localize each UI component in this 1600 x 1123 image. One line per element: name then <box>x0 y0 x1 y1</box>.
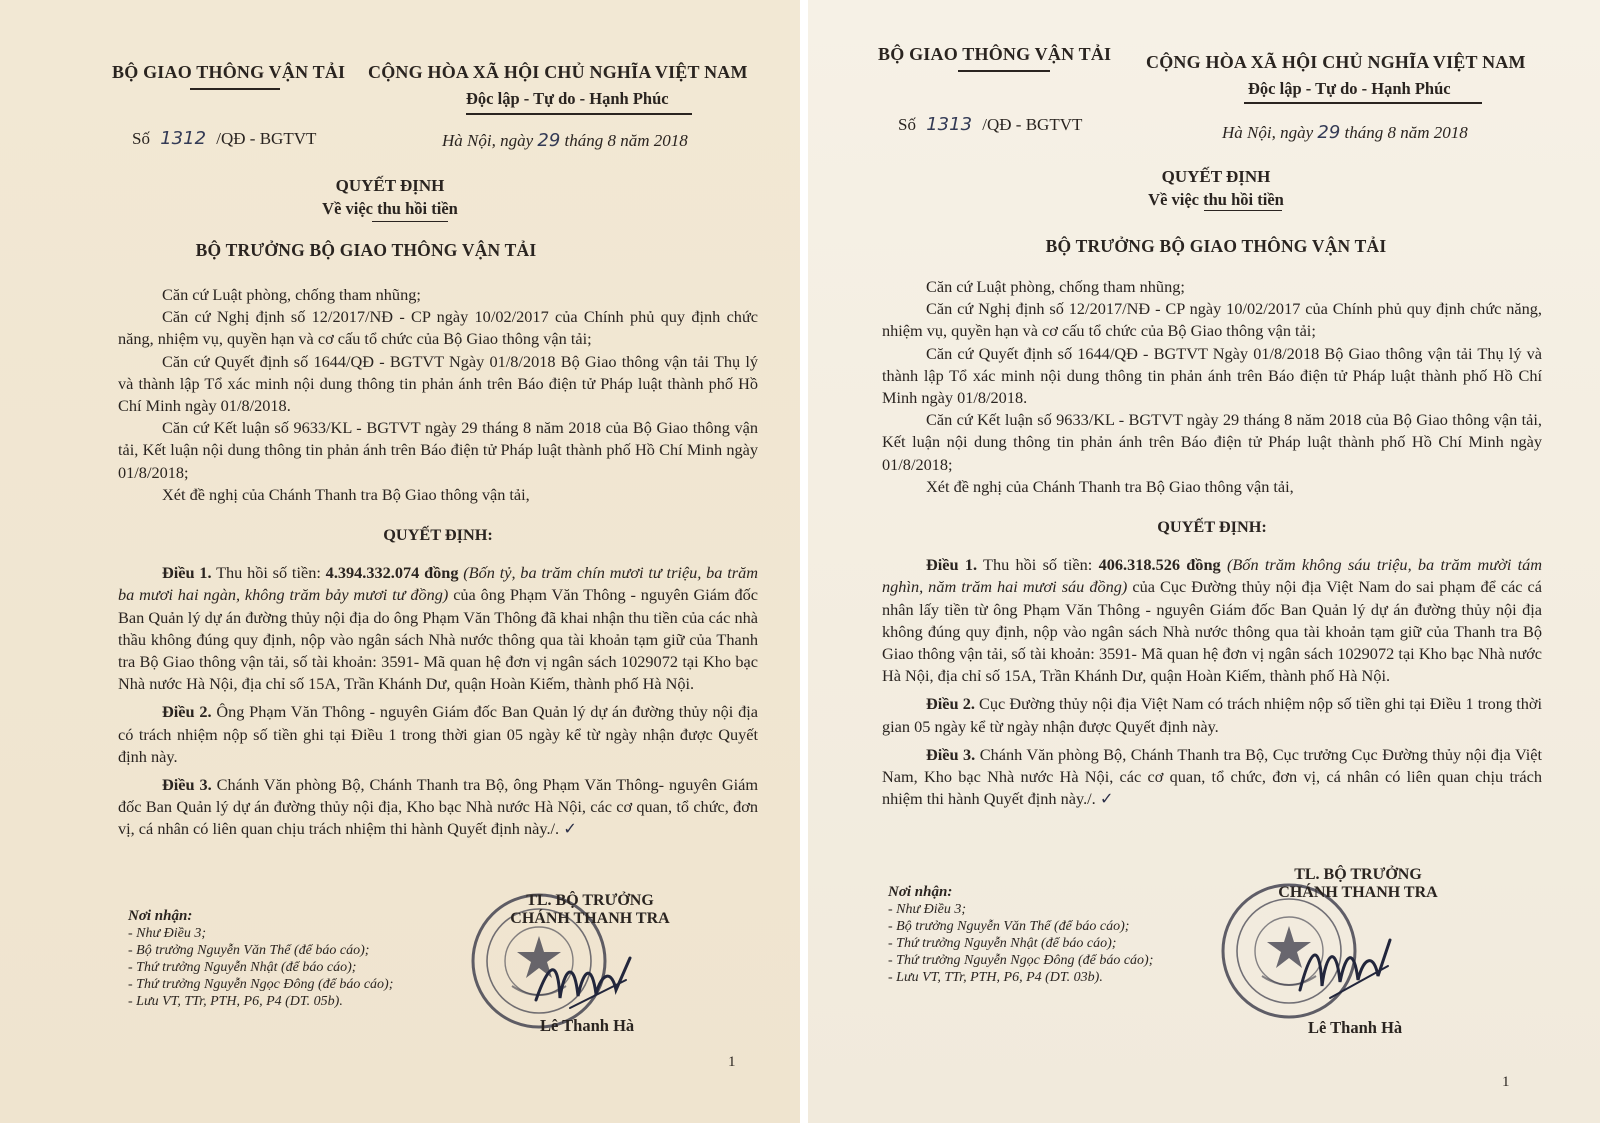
page-gap <box>800 0 808 1123</box>
recipients-list <box>128 908 393 1010</box>
date-day-handwritten: 29 <box>537 130 561 151</box>
page-number: 1 <box>1502 1074 1510 1090</box>
document-title: QUYẾT ĐỊNH <box>1161 167 1271 186</box>
legal-basis-3: Căn cứ Quyết định số 1644/QĐ - BGTVT Ngày 01/8/2018 Bộ Giao thông vận tải Thụ lý và thành lập Tổ xác minh nội dung thông tin phản ánh trên Báo điện tử Pháp luật thành phố Hồ Chí Minh ngày 01/8/2018. <box>882 343 1542 408</box>
issue-date <box>1222 122 1468 143</box>
article-3 <box>882 744 1542 811</box>
legal-basis-5: Xét đề nghị của Chánh Thanh tra Bộ Giao thông vận tải, <box>926 476 1294 496</box>
republic-heading: CỘNG HÒA XÃ HỘI CHỦ NGHĨA VIỆT NAM <box>368 62 748 82</box>
national-motto: Độc lập - Tự do - Hạnh Phúc <box>1248 79 1451 98</box>
article-1-lead: Thu hồi số tiền: <box>983 555 1093 575</box>
recipient-item: - Thứ trưởng Nguyễn Nhật (để báo cáo); <box>888 936 1117 951</box>
article-1-lead: Thu hồi số tiền: <box>216 563 321 583</box>
article-1-amount-words: (Bốn trăm không sáu triệu, ba trăm mười tám nghìn, năm trăm hai mươi sáu đồng) <box>882 555 1543 597</box>
legal-basis-2: Căn cứ Nghị định số 12/2017/NĐ - CP ngày 10/02/2017 của Chính phủ quy định chức năng, nhiệm vụ, quyền hạn và cơ cấu tổ chức của Bộ Giao thông vận tải; <box>118 307 758 349</box>
docno-handwritten: 1312 <box>160 128 207 149</box>
recipient-item: - Lưu VT, TTr, PTH, P6, P4 (DT. 03b). <box>888 970 1103 985</box>
article-1-amount: 4.394.332.074 đồng <box>325 563 459 583</box>
motto-underline <box>1244 102 1482 104</box>
agency-underline <box>958 70 1050 72</box>
date-suffix: tháng 8 năm 2018 <box>1344 123 1468 142</box>
recipients-list <box>888 884 1153 986</box>
agency-underline <box>190 88 280 90</box>
recipient-item: - Như Điều 3; <box>888 902 967 917</box>
article-1-text: của Cục Đường thủy nội địa Việt Nam do sai phạm để các cá nhân lấy tiền từ ông Phạm Văn Thông - nguyên Giám đốc Ban Quản lý dự án đường thủy nội địa không đúng quy định, nộp vào ngân sách Nhà nước thông qua tài khoản tạm giữ của Thanh tra Bộ Giao thông vận tải, số tài khoản: 3591- Mã quan hệ đơn vị ngân sách 1029072 tại Kho bạc Nhà nước Hà Nội, địa chỉ số 15A, Trần Khánh Dư, quận Hoàn Kiếm, thành phố Hà Nội. <box>882 577 1542 686</box>
article-3-label: Điều 3. <box>926 744 976 764</box>
issue-date <box>442 130 688 151</box>
legal-basis-1: Căn cứ Luật phòng, chống tham nhũng; <box>162 285 421 304</box>
docno-suffix: /QĐ - BGTVT <box>216 129 317 148</box>
issuing-authority: BỘ TRƯỞNG BỘ GIAO THÔNG VẬN TẢI <box>1045 236 1387 256</box>
recipients-title: Nơi nhận: <box>128 908 193 924</box>
recipients-title: Nơi nhận: <box>888 884 953 900</box>
article-1 <box>882 554 1542 687</box>
document-body <box>882 276 1542 810</box>
signer-line-1: TL. BỘ TRƯỞNG <box>526 892 654 909</box>
decision-heading: QUYẾT ĐỊNH: <box>1157 517 1267 537</box>
page-number: 1 <box>728 1054 736 1070</box>
date-day-handwritten: 29 <box>1317 122 1341 143</box>
date-prefix: Hà Nội, ngày <box>442 131 534 150</box>
article-2-label: Điều 2. <box>162 702 212 722</box>
article-2-label: Điều 2. <box>926 694 975 714</box>
article-1-text: của ông Phạm Văn Thông - nguyên Giám đốc Ban Quản lý dự án đường thủy nội địa do ông Phạm Văn Thông đã khai nhận thu tiền của các nhà thầu không đúng quy định, nộp vào ngân sách Nhà nước thông qua tài khoản tạm giữ của Thanh tra Bộ Giao thông vận tải, số tài khoản: 3591- Mã quan hệ đơn vị ngân sách 1029072 tại Kho bạc Nhà nước Hà Nội, địa chỉ số 15A, Trần Khánh Dư, quận Hoàn Kiếm, thành phố Hà Nội. <box>118 585 759 694</box>
subject-underline <box>372 221 448 222</box>
date-prefix: Hà Nội, ngày <box>1222 123 1314 142</box>
article-1-label: Điều 1. <box>926 555 978 575</box>
recipient-item: - Lưu VT, TTr, PTH, P6, P4 (DT. 05b). <box>128 994 343 1009</box>
issuing-authority: BỘ TRƯỞNG BỘ GIAO THÔNG VẬN TẢI <box>195 240 537 260</box>
document-body <box>118 284 758 841</box>
article-1 <box>118 562 758 695</box>
republic-heading: CỘNG HÒA XÃ HỘI CHỦ NGHĨA VIỆT NAM <box>1146 52 1526 72</box>
legal-basis-5: Xét đề nghị của Chánh Thanh tra Bộ Giao thông vận tải, <box>162 484 530 504</box>
article-1-label: Điều 1. <box>162 563 212 583</box>
recipient-item: - Bộ trưởng Nguyễn Văn Thể (để báo cáo); <box>888 919 1130 934</box>
docno-prefix: Số <box>132 129 150 148</box>
article-3-text: Chánh Văn phòng Bộ, Chánh Thanh tra Bộ, Cục trưởng Cục Đường thủy nội địa Việt Nam, Kho bạc Nhà nước Hà Nội, các cơ quan, tổ chức, đơn vị, cá nhân có liên quan chịu trách nhiệm thi hành Quyết định này./. <box>882 744 1543 809</box>
recipient-item: - Thứ trưởng Nguyễn Nhật (để báo cáo); <box>128 960 357 975</box>
handwritten-signature <box>530 950 640 1020</box>
recipient-item: - Thứ trưởng Nguyễn Ngọc Đông (để báo cáo); <box>888 953 1154 968</box>
handwritten-signature <box>1290 930 1400 1010</box>
recipient-item: - Thứ trưởng Nguyễn Ngọc Đông (để báo cáo); <box>128 977 394 992</box>
issuing-agency: BỘ GIAO THÔNG VẬN TẢI <box>112 62 346 82</box>
signer-name: Lê Thanh Hà <box>540 1016 635 1035</box>
article-1-amount-words: (Bốn tỷ, ba trăm chín mươi tư triệu, ba trăm ba mươi hai ngàn, không trăm bảy mươi tư đồng) <box>118 563 758 605</box>
motto-underline <box>466 113 692 115</box>
document-number <box>898 114 1082 135</box>
signer-line-2: CHÁNH THANH TRA <box>510 910 670 927</box>
signer-line-1: TL. BỘ TRƯỞNG <box>1294 866 1422 883</box>
recipient-item: - Như Điều 3; <box>128 926 207 941</box>
decision-heading: QUYẾT ĐỊNH: <box>383 525 493 545</box>
docno-handwritten: 1313 <box>926 114 973 135</box>
recipient-item: - Bộ trưởng Nguyễn Văn Thể (để báo cáo); <box>128 943 370 958</box>
legal-basis-4: Căn cứ Kết luận số 9633/KL - BGTVT ngày 29 tháng 8 năm 2018 của Bộ Giao thông vận tải, Kết luận nội dung thông tin phản ánh trên Báo điện tử Pháp luật thành phố Hồ Chí Minh ngày 01/8/2018; <box>882 410 1542 474</box>
decision-page-1313 <box>808 0 1600 1123</box>
signer-line-2: CHÁNH THANH TRA <box>1278 884 1438 901</box>
signer-title <box>1248 866 1468 902</box>
docno-suffix: /QĐ - BGTVT <box>982 115 1083 134</box>
national-motto: Độc lập - Tự do - Hạnh Phúc <box>466 89 669 108</box>
initial-mark: ✓ <box>1099 789 1114 809</box>
legal-basis-4: Căn cứ Kết luận số 9633/KL - BGTVT ngày 29 tháng 8 năm 2018 của Bộ Giao thông vận tải, Kết luận nội dung thông tin phản ánh trên Báo điện tử Pháp luật thành phố Hồ Chí Minh ngày 01/8/2018; <box>118 418 758 482</box>
subject-underline <box>1204 210 1282 211</box>
document-subject: Về việc thu hồi tiền <box>1148 190 1284 209</box>
document-title: QUYẾT ĐỊNH <box>335 176 445 195</box>
article-3-text: Chánh Văn phòng Bộ, Chánh Thanh tra Bộ, ông Phạm Văn Thông- nguyên Giám đốc Ban Quản lý dự án đường thủy nội địa, Kho bạc Nhà nước Hà Nội, các cơ quan, tổ chức, đơn vị, cá nhân có liên quan chịu trách nhiệm thi hành Quyết định này./. <box>118 775 759 839</box>
signer-name: Lê Thanh Hà <box>1308 1018 1403 1037</box>
article-2 <box>882 693 1542 737</box>
document-subject: Về việc thu hồi tiền <box>322 199 458 218</box>
legal-basis-3: Căn cứ Quyết định số 1644/QĐ - BGTVT Ngày 01/8/2018 Bộ Giao thông vận tải Thụ lý và thành lập Tổ xác minh nội dung thông tin phản ánh trên Báo điện tử Pháp luật thành phố Hồ Chí Minh ngày 01/8/2018. <box>118 351 758 416</box>
date-suffix: tháng 8 năm 2018 <box>564 131 688 150</box>
issuing-agency: BỘ GIAO THÔNG VẬN TẢI <box>878 44 1112 64</box>
signer-title <box>490 892 690 928</box>
article-2-text: Cục Đường thủy nội địa Việt Nam có trách nhiệm nộp số tiền ghi tại Điều 1 trong thời gian 05 ngày kể từ ngày nhận được Quyết định này. <box>882 694 1543 736</box>
legal-basis-2: Căn cứ Nghị định số 12/2017/NĐ - CP ngày 10/02/2017 của Chính phủ quy định chức năng, nhiệm vụ, quyền hạn và cơ cấu tổ chức của Bộ Giao thông vận tải; <box>882 299 1542 341</box>
initial-mark: ✓ <box>563 819 577 839</box>
article-1-amount: 406.318.526 đồng <box>1098 555 1221 575</box>
article-2-text: Ông Phạm Văn Thông - nguyên Giám đốc Ban Quản lý dự án đường thủy nội địa có trách nhiệm nộp số tiền ghi tại Điều 1 trong thời gian 05 ngày kể từ ngày nhận được Quyết định này. <box>118 702 758 766</box>
docno-prefix: Số <box>898 115 916 134</box>
article-2 <box>118 701 758 768</box>
legal-basis-1: Căn cứ Luật phòng, chống tham nhũng; <box>926 277 1185 296</box>
article-3-label: Điều 3. <box>162 775 212 795</box>
article-3 <box>118 774 758 841</box>
document-number <box>132 128 316 149</box>
